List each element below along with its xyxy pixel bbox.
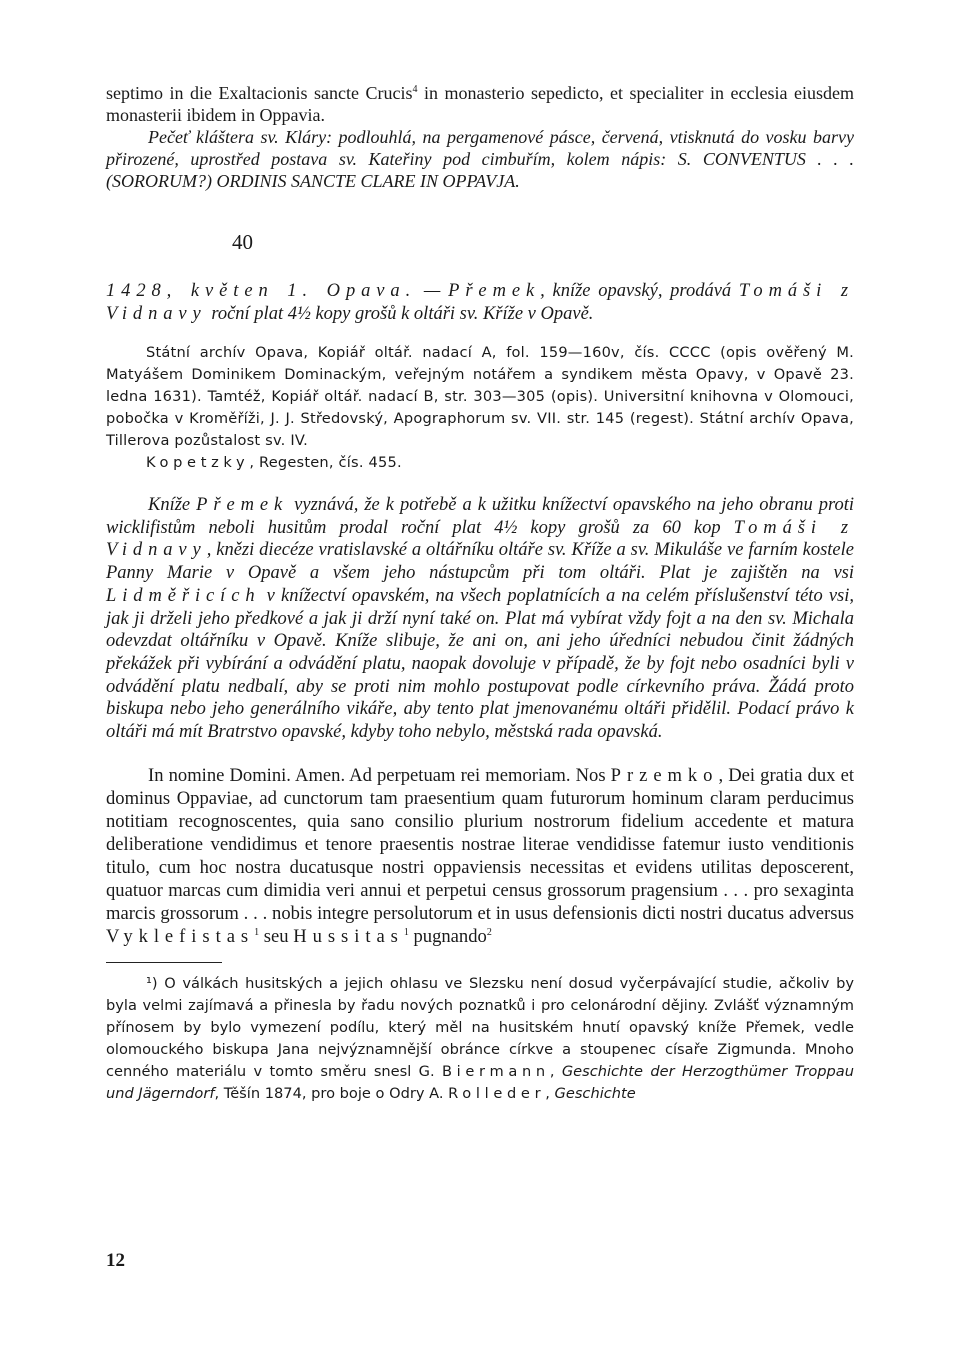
footnote-t4: , [545,1084,555,1102]
document-heading [106,280,854,326]
intro-latin-after: in monasterio sepedicto, et specialiter in ecclesia eiusdem monasterii ibidem in Oppavia. [106,83,854,125]
regest-s1: Kníže [148,495,197,515]
latin-huss: Hussitas [293,925,404,947]
document-number: 40 [232,230,253,254]
latin-name: Przemko [610,764,719,786]
footnote-ref-1a: 1 [254,926,260,938]
intro-latin-text [106,82,854,126]
document-page [106,82,854,1105]
footnote-author1: Biermann [441,1062,550,1080]
footnote-marker: ¹) [146,974,158,992]
heading-date: 1428, květen 1. Opava. [106,281,417,301]
seal-description: Pečeť kláštera sv. Kláry: podlouhlá, na pergamenové pásce, červená, vtisknutá do vosku barvy přirozené, uprostřed postava sv. Kateřiny pod cimbuřím, kolem nápis: S. CONVENTUS . . . (SORORUM?) ORDINIS SANCTE CLARE IN OPPAVJA. [106,127,854,191]
regest-prince: Přemek [196,495,289,515]
footnote-1 [106,973,854,1105]
regest-s3: , knězi diecéze vratislavské a oltářníku oltáře sv. Kříže a sv. Mikuláše ve farním kostele Panny Marie v Opavě a všem jeho nástupcům při tom oltáři. Plat je zajištěn na vsi [106,540,854,584]
page-number: 12 [106,1250,125,1271]
footnote-ref-4: 4 [412,84,418,95]
latin-wyklef: Vyklefistas [106,925,255,947]
sources-text: Státní archív Opava, Kopiář oltář. nadací A, fol. 159—160v, čís. CCCC (opis ověřený M. Matyášem Dominikem Dominackým, veřejným notářem a syndikem města Opavy, v Opavě 23. ledna 1631). Tamtéž, Kopiář oltář. nadací B, str. 303—305 (opis). Universitní knihovna v Olomouci, pobočka v Kroměříži, J. J. Středovský, Apographorum sv. VII. str. 145 (regest). Státní archív Opava, Tillerova pozůstalost sv. IV. [106,344,854,449]
heading-dash: — [416,281,449,301]
latin-charter-text [106,764,854,948]
heading-prince: Přemek [448,281,541,301]
regest-s4: v knížectví opavském, na všech poplatnících a na celém příslušenství této vsi, jak ji drželi jeho předkové a jak ji drží nyní také on. Plat má vybírat vždy fojt a na den sv. Michala odevzdat oltářníku v Opavě. Kníže slibuje, že ani on, ani jeho úředníci nebudou činit žádných překážek při vybírání a odvádění platu, naopak dovoluje v případě, že by fojt nebo osadníci byli v odvádění platu nedbalí, aby se proti nim mohlo postupovat podle církevního práva. Žádá proto biskupa nebo jeho generálního vikáře, aby tento plat jmenovanému oltáři přidělil. Podací právo k oltáři má mít Bratrstvo opavské, kdyby toho nebylo, městská rada opavská. [106,585,854,743]
intro-latin-before: septimo in die Exaltacionis sancte Crucis [106,83,413,103]
heading-text2: roční plat 4½ kopy grošů k oltáři sv. Kříže v Opavě. [206,304,594,324]
latin-t3: seu [259,925,294,947]
footnote-title2: Geschichte [554,1084,636,1102]
footnote-t3: , Těšín 1874, pro boje o Odry A. [214,1084,449,1102]
sources-ref: , Regesten, čís. 455. [249,454,402,471]
footnote-ref-1b: 1 [403,926,409,938]
latin-t1: In nomine Domini. Amen. Ad perpetuam rei memoriam. Nos [148,764,611,786]
heading-buyer: Tomáši z Vidnavy [106,281,854,324]
regest-paragraph [106,494,854,744]
footnote-t1: O válkách husitských a jejich ohlasu ve Slezsku není dosud vyčerpávající studie, ačkoliv by byla velmi zajímavá a přinesla by řadu nových poznatků i pro celonárodní dějiny. Zvlášť významným přínosem by bylo vymezení podílu, který měl na husitském hnutí opavský kníže Přemek, vedle olomouckého biskupa Jana nejvýznamnější obránce církve a stoupenec císaře Zigmunda. Mnoho cenného materiálu v tomto směru snesl G. [106,974,854,1080]
sources-author: Kopetzky [146,454,250,471]
footnote-t2: , [549,1062,562,1080]
heading-text1: , kníže opavský, prodává [540,281,739,301]
footnote-divider [106,962,222,963]
footnote-author2: Rolleder [448,1084,546,1102]
regest-s2: vyznává, že k potřebě a k užitku knížectví opavského na jeho obranu proti wicklifistům neboli husitům prodal roční plat 4½ kopy grošů za 60 kop [106,495,854,538]
footnote-ref-2: 2 [486,926,492,938]
regest-buyer: Tomáši z Vidnavy [106,517,854,561]
latin-t2: , Dei gratia dux et dominus Oppaviae, ad cunctorum tam praesentium quam futurorum hominum claram perducimus notitiam recognoscentes, quia sano consilio plurium nostrorum fidelium accedente et matura deliberatione vendidimus et tenore praesentis nostrae literae vendidisse fatemur iusto venditionis titulo, cum hoc nostra ducatusque nostri oppaviensis necessitas et evidens utilitas deposcerent, quatuor marcas cum dimidia veri annui et perpetui census grossorum pragensium . . . pro sexaginta marcis grossorum . . . nobis integre persolutorum et in usus defensionis dicti nostri ducatus adversus [106,764,854,924]
latin-t4: pugnando [408,925,487,947]
footnote-title1: Geschichte der Herzogthümer Troppau und Jägerndorf [106,1062,854,1102]
regest-village: Lidměřicích [106,585,261,606]
sources-block [106,342,854,474]
